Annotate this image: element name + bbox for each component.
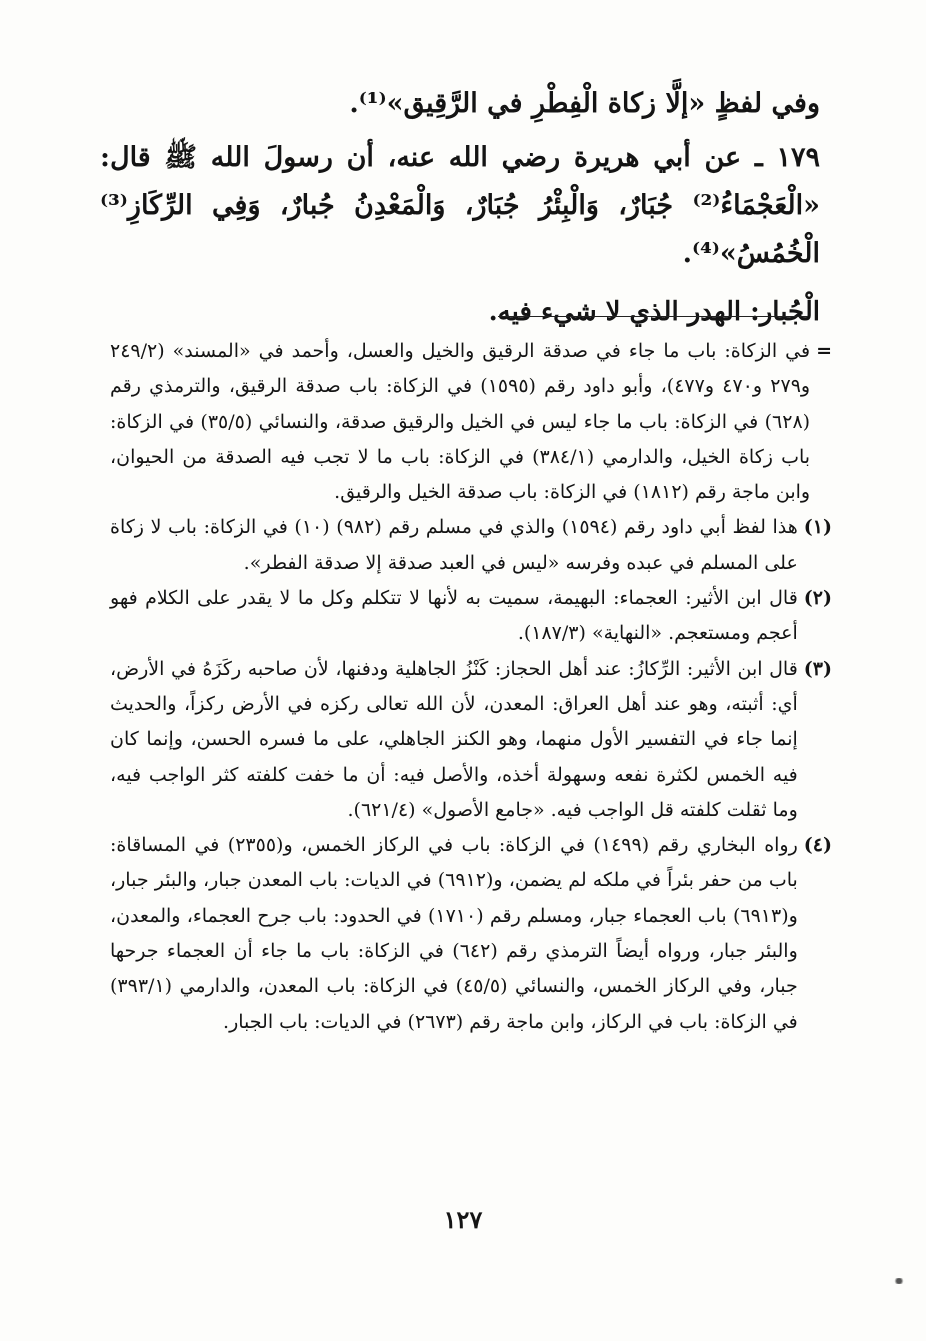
footnote-4 [110, 828, 832, 1040]
footnote-marker: (٣) [803, 657, 832, 680]
footnote-marker: (٤) [803, 834, 832, 857]
scan-speck [892, 1278, 906, 1284]
footnote-2 [110, 581, 832, 652]
footnote-3 [110, 652, 832, 828]
footnote-text: رواه البخاري رقم (١٤٩٩) في الزكاة: باب في الركاز الخمس، و(٢٣٥٥) في المساقاة: باب من حفر بئراً في ملكه لم يضمن، و(٦٩١٢) في الديات: باب المعدن جبار، والبئر جبار، و(٦٩١٣) باب العجماء جبار، ومسلم رقم (١٧١٠) في الحدود: باب جرح العجماء، والمعدن، والبئر جبار، ورواه أيضاً الترمذي رقم (٦٤٢) في الزكاة: باب ما جاء أن العجماء جرحها جبار، وفي الركاز الخمس، والنسائي (٤٥/٥) في الزكاة: باب المعدن، والدارمي (٣٩٣/١) في الزكاة: باب في الركاز، وابن ماجة رقم (٢٦٧٣) في الديات: باب الجبار. [110, 834, 798, 1033]
footnote-continued [110, 334, 832, 510]
footnote-text: في الزكاة: باب ما جاء في صدقة الرقيق والخيل والعسل، وأحمد في «المسند» (٢٤٩/٢ و٢٧٩ و٤٧٠ و٤٧٧)، وأبو داود رقم (١٥٩٥) في الزكاة: باب صدقة الرقيق، والترمذي رقم (٦٢٨) في الزكاة: باب ما جاء ليس في الخيل والرقيق صدقة، والنسائي (٣٥/٥) في الزكاة: باب زكاة الخيل، والدارمي (٣٨٤/١) في الزكاة: باب ما لا تجب فيه الصدقة من الحيوان، وابن ماجة رقم (١٨١٢) في الزكاة: باب صدقة الخيل والرقيق. [110, 340, 811, 504]
footnote-1 [110, 510, 832, 581]
intro-line: وفي لفظٍ «إلَّا زكاة الْفِطْرِ في الرَّقِيق»⁽¹⁾. [349, 88, 820, 119]
footnote-separator [498, 316, 808, 317]
main-text [100, 80, 820, 336]
footnote-text: هذا لفظ أبي داود رقم (١٥٩٤) والذي في مسلم رقم (٩٨٢) (١٠) في الزكاة: باب لا زكاة على المسلم في عبده وفرسه «ليس في العبد صدقة إلا صدقة الفطر». [110, 516, 798, 574]
footnote-text: قال ابن الأثير: العجماء: البهيمة، سميت به لأنها لا تتكلم وكل ما لا يقدر على الكلام فهو أعجم ومستعجم. «النهاية» (١٨٧/٣). [110, 587, 798, 645]
page-number: ١٢٧ [443, 1205, 483, 1234]
footnotes [110, 334, 832, 1040]
footnote-marker: (١) [803, 516, 832, 539]
definition-line: الْجُبار: الهدر الذي لا شيء فيه. [488, 297, 820, 327]
footnote-marker: = [816, 340, 832, 362]
hadith-179: ١٧٩ ـ عن أبي هريرة رضي الله عنه، أن رسولَ الله ﷺ قال: «الْعَجْمَاءُ⁽²⁾ جُبَارٌ، وَالْبِئْرُ جُبَارٌ، وَالْمَعْدِنُ جُبارٌ، وَفِي الرِّكَازِ⁽³⁾ الْخُمُسُ»⁽⁴⁾. [100, 142, 820, 269]
footnote-text: قال ابن الأثير: الرِّكازُ: عند أهل الحجاز: كَنْزُ الجاهلية ودفنها، لأن صاحبه ركَزَهُ في الأرض، أي: أثبته، وهو عند أهل العراق: المعدن، لأن الله تعالى ركزه في الأرض ركزاً، والحديث إنما جاء في التفسير الأول منهما، وهو الكنز الجاهلي، على ما فسره الحسن، وإنما كان فيه الخمس لكثرة نفعه وسهولة أخذه، والأصل فيه: أن ما خفت كلفته كثر الواجب فيه، وما ثقلت كلفته قل الواجب فيه. «جامع الأصول» (٦٢١/٤). [110, 657, 798, 821]
footnote-marker: (٢) [803, 587, 832, 610]
